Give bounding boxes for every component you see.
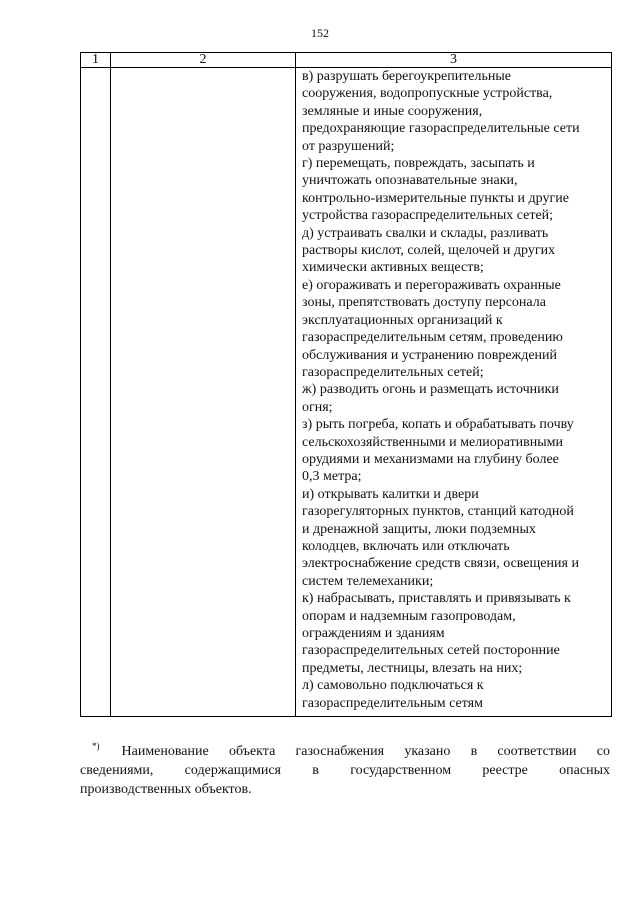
text-line: сооружения, водопропускные устройства,: [302, 86, 553, 102]
column-header-3: 3: [296, 53, 612, 68]
text-line: ограждениям и зданиям: [302, 626, 445, 641]
table-cell-col2: [111, 68, 296, 717]
text-line: колодцев, включать или отключать: [302, 538, 510, 554]
text-line: г) перемещать, повреждать, засыпать и: [302, 156, 535, 172]
text-line: предохраняющие газораспределительные сети: [302, 121, 580, 137]
text-line: устройства газораспределительных сетей;: [302, 208, 554, 224]
restrictions-text: [296, 68, 611, 712]
text-line: обслуживания и устранению повреждений: [302, 347, 558, 363]
text-line: орудиями и механизмами на глубину более: [302, 451, 559, 467]
text-line: огня;: [302, 399, 333, 415]
table-cell-col3: [296, 68, 612, 717]
text-line: л) самовольно подключаться к: [302, 678, 484, 694]
text-line: газораспределительных сетей;: [302, 364, 484, 380]
text-line: опорам и надземным газопроводам,: [302, 608, 516, 624]
text-line: химически активных веществ;: [302, 260, 484, 276]
text-line: 0,3 метра;: [302, 469, 362, 485]
text-line: эксплуатационных организаций к: [302, 312, 503, 328]
footnote: [80, 737, 610, 799]
text-line: зоны, препятствовать доступу персонала: [302, 295, 546, 311]
text-line: д) устраивать свалки и склады, разливать: [302, 225, 549, 241]
document-table: [80, 52, 612, 717]
footnote-marker: *): [92, 741, 100, 751]
text-line: к) набрасывать, приставлять и привязывать к: [302, 591, 571, 607]
text-line: в) разрушать берегоукрепительные: [302, 69, 512, 84]
text-line: уничтожать опознавательные знаки,: [302, 173, 518, 189]
text-line: растворы кислот, солей, щелочей и других: [302, 243, 556, 259]
table-cell-col1: [81, 68, 111, 717]
page-number: 152: [311, 26, 329, 40]
text-line: систем телемеханики;: [302, 573, 434, 589]
text-line: газораспределительным сетям: [302, 695, 483, 711]
footnote-line-3: производственных объектов.: [80, 782, 252, 797]
table-row: [81, 68, 612, 717]
text-line: ж) разводить огонь и размещать источники: [302, 382, 559, 398]
footnote-line-1: [80, 737, 610, 761]
text-line: газораспределительных сетей посторонние: [302, 643, 560, 659]
text-line: земляные и иные сооружения,: [302, 103, 483, 119]
text-line: з) рыть погреба, копать и обрабатывать почву: [302, 417, 574, 433]
column-header-1: 1: [81, 53, 111, 68]
text-line: сельскохозяйственными и мелиоративными: [302, 434, 564, 450]
text-line: и дренажной защиты, люки подземных: [302, 521, 536, 537]
text-line: газорегуляторных пунктов, станций катодной: [302, 504, 574, 520]
text-line: и) открывать калитки и двери: [302, 486, 479, 502]
table-header-row: [81, 53, 612, 68]
footnote-text-1: Наименование объекта газоснабжения указано в соответствии со: [121, 744, 610, 759]
footnote-line-2: сведениями, содержащимися в государственном реестре опасных: [80, 763, 610, 778]
column-header-2: 2: [111, 53, 296, 68]
text-line: от разрушений;: [302, 138, 395, 154]
text-line: электроснабжение средств связи, освещения и: [302, 556, 579, 572]
text-line: газораспределительным сетям, проведению: [302, 330, 563, 346]
text-line: е) огораживать и перегораживать охранные: [302, 277, 561, 293]
text-line: контрольно-измерительные пункты и другие: [302, 190, 569, 206]
text-line: предметы, лестницы, влезать на них;: [302, 660, 523, 676]
